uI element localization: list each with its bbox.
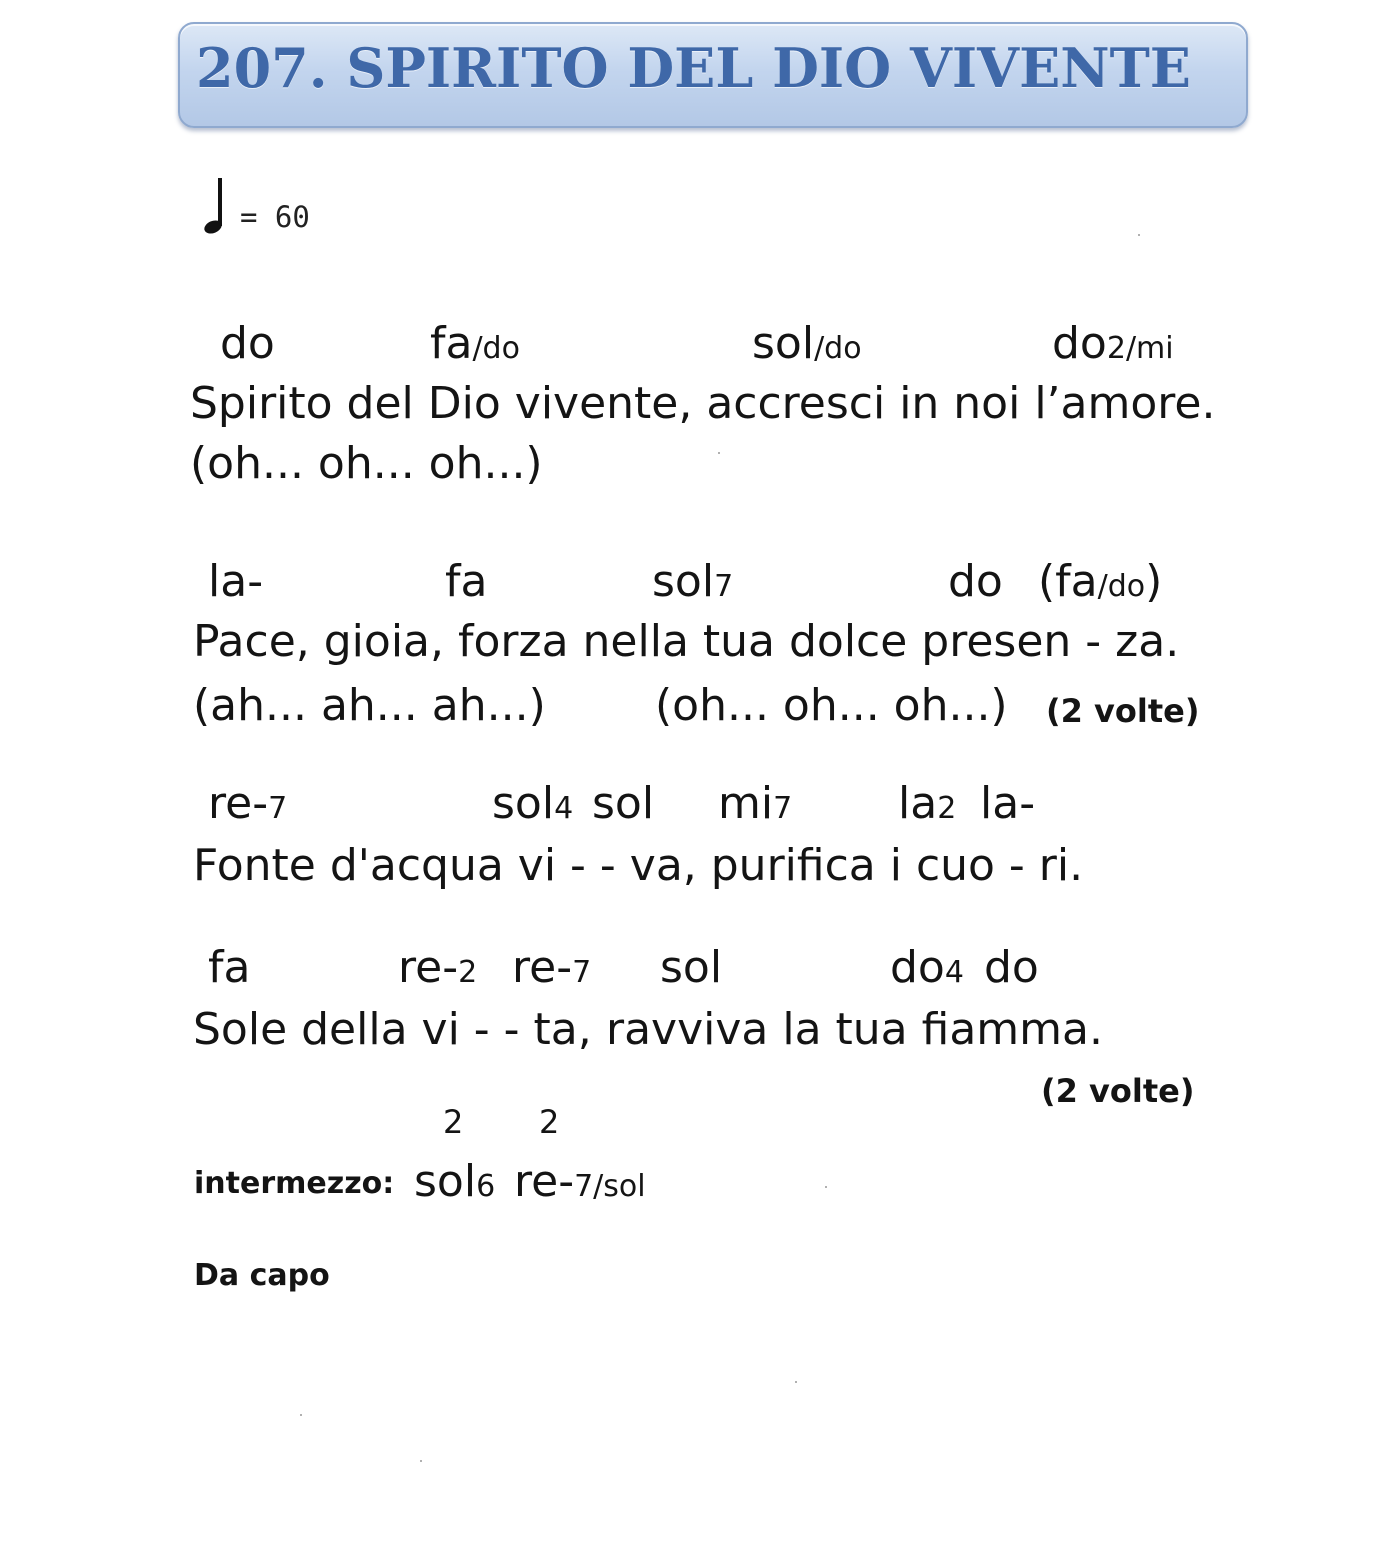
chord-do4: do4 — [890, 942, 964, 993]
chord-do: do — [220, 318, 275, 369]
chord-fa-do-optional: (fa/do) — [1038, 556, 1163, 607]
lyric-line: (oh... oh... oh...) — [190, 438, 543, 489]
scan-speck — [795, 1381, 797, 1383]
scan-speck — [420, 1460, 422, 1462]
chord-fa: fa — [445, 556, 488, 607]
lyric-line: (ah... ah... ah...) — [193, 680, 546, 731]
chord-la-minor: la- — [208, 556, 264, 607]
chord-re-minor7: re-7 — [208, 778, 288, 829]
chord-sol-do: sol/do — [752, 318, 862, 369]
chord-do: do — [984, 942, 1039, 993]
chord-do2-mi: do2/mi — [1052, 318, 1174, 369]
intermezzo-label: intermezzo: — [194, 1166, 395, 1201]
scan-speck — [300, 1414, 302, 1416]
scan-speck — [825, 1186, 827, 1188]
chord-sol4: sol4 — [492, 778, 574, 829]
da-capo-note: Da capo — [194, 1258, 330, 1293]
scan-speck — [718, 452, 720, 454]
superscript-2: 2 — [539, 1103, 560, 1141]
lyric-line: Pace, gioia, forza nella tua dolce presen - za. — [193, 616, 1180, 667]
repeat-note: (2 volte) — [1041, 1072, 1195, 1110]
chord-sol6: sol6 — [414, 1156, 496, 1207]
chord-la-minor: la- — [980, 778, 1036, 829]
chord-fa: fa — [208, 942, 251, 993]
chord-do: do — [948, 556, 1003, 607]
chord-sol: sol — [592, 778, 655, 829]
lyric-line: Spirito del Dio vivente, accresci in noi l’amore. — [190, 378, 1216, 429]
lyric-line: (oh... oh... oh...) — [655, 680, 1008, 731]
song-title: 207. SPIRITO DEL DIO VIVENTE — [196, 36, 1191, 100]
chord-fa-do: fa/do — [430, 318, 520, 369]
lyric-line: ravviva la tua fiamma. — [606, 1004, 1103, 1055]
chord-re-minor7-sol: re-7/sol — [514, 1156, 646, 1207]
scan-speck — [1138, 234, 1140, 236]
lyric-line: Sole della vi - - ta, — [193, 1004, 592, 1055]
chord-re-minor2: re-2 — [398, 942, 478, 993]
repeat-note: (2 volte) — [1046, 692, 1200, 730]
chord-mi7: mi7 — [718, 778, 793, 829]
chord-sol7: sol7 — [652, 556, 734, 607]
chord-la2: la2 — [898, 778, 957, 829]
quarter-note-icon — [200, 176, 226, 238]
chord-re-minor7: re-7 — [512, 942, 592, 993]
title-banner — [178, 22, 1248, 128]
lyric-line: Fonte d'acqua vi - - va, purifica i cuo - ri. — [193, 840, 1084, 891]
superscript-2: 2 — [443, 1103, 464, 1141]
tempo-value: = 60 — [240, 200, 310, 234]
chord-sol: sol — [660, 942, 723, 993]
